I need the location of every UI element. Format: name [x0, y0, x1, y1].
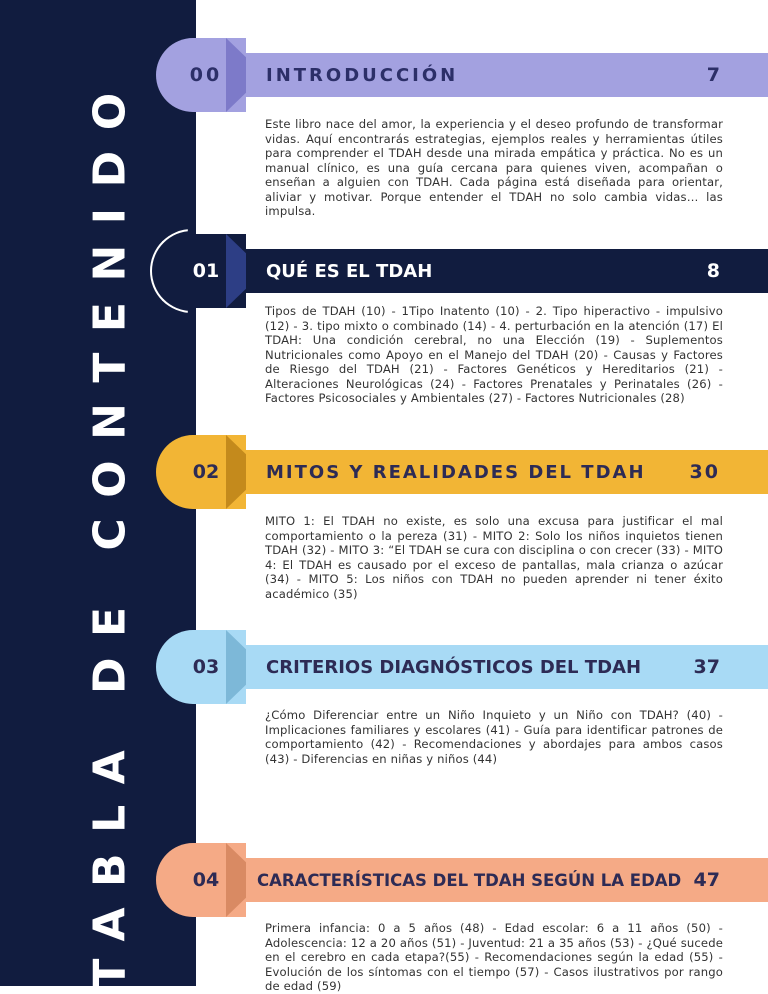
section-number: 04 [192, 869, 220, 891]
table-of-contents-title: TABLA DE CONTENIDO [84, 71, 136, 989]
section-description: Primera infancia: 0 a 5 años (48) - Edad escolar: 6 a 11 años (50) - Adolescencia: 12 a 20 años (51) - Juventud: 21 a 35 años (53) - ¿Qué sucede en el cerebro en cada etapa?(55) - Recomendaciones según la edad (55) - Evolución de los síntomas con el tiempo (57) - Casos ilustrativos por rango de edad (59) [265, 921, 723, 993]
section-page-number: 7 [706, 64, 720, 86]
section-number: 02 [192, 461, 220, 483]
section-title: MITOS Y REALIDADES DEL TDAH [266, 461, 646, 483]
section-title: INTRODUCCIÓN [266, 64, 459, 86]
section-page-number: 37 [693, 656, 720, 678]
section-number: 03 [192, 656, 220, 678]
section-description: ¿Cómo Diferenciar entre un Niño Inquieto y un Niño con TDAH? (40) - Implicaciones familiares y escolares (41) - Guía para identificar patrones de comportamiento (42) - Recomendaciones y abordajes para ambos casos (43) - Diferencias en niñas y niños (44) [265, 708, 723, 766]
section-page-number: 8 [706, 260, 720, 282]
section-description: Tipos de TDAH (10) - 1Tipo Inatento (10) - 2. Tipo hiperactivo - impulsivo (12) - 3. tipo mixto o combinado (14) - 4. perturbación en la atención (17) El TDAH: Una condición cerebral, no una Elección (19) - Suplementos Nutricionales como Apoyo en el Manejo del TDAH (20) - Causas y Factores de Riesgo del TDAH (21) - Factores Genéticos y Hereditarios (21) - Alteraciones Neurológicas (24) - Factores Prenatales y Perinatales (26) - Factores Psicosociales y Ambientales (27) - Factores Nutricionales (28) [265, 304, 723, 405]
section-description: MITO 1: El TDAH no existe, es solo una excusa para justificar el mal comportamiento o la pereza (31) - MITO 2: Solo los niños inquietos tienen TDAH (32) - MITO 3: “El TDAH se cura con disciplina o con crecer (33) - MITO 4: El TDAH es causado por el exceso de pantallas, mala crianza o azúcar (34) - MITO 5: Los niños con TDAH no pueden aprender ni tener éxito académico (35) [265, 514, 723, 601]
section-description: Este libro nace del amor, la experiencia y el deseo profundo de transformar vidas. Aquí encontrarás estrategias, ejemplos reales y herramientas útiles para comprender el TDAH desde una mirada empática y práctica. No es un manual clínico, es una guía cercana para quienes viven, acompañan o enseñan a alguien con TDAH. Cada página está diseñada para orientar, aliviar y motivar. Porque entender el TDAH no solo cambia vidas… las impulsa. [265, 117, 723, 218]
section-page-number: 30 [689, 461, 720, 483]
section-page-number: 47 [693, 869, 720, 891]
section-title: CRITERIOS DIAGNÓSTICOS DEL TDAH [266, 656, 642, 678]
section-number: 01 [192, 260, 220, 282]
section-number: 00 [189, 64, 223, 86]
section-title: QUÉ ES EL TDAH [266, 260, 433, 282]
section-title: CARACTERÍSTICAS DEL TDAH SEGÚN LA EDAD [257, 870, 682, 890]
vertical-title [80, 71, 140, 989]
